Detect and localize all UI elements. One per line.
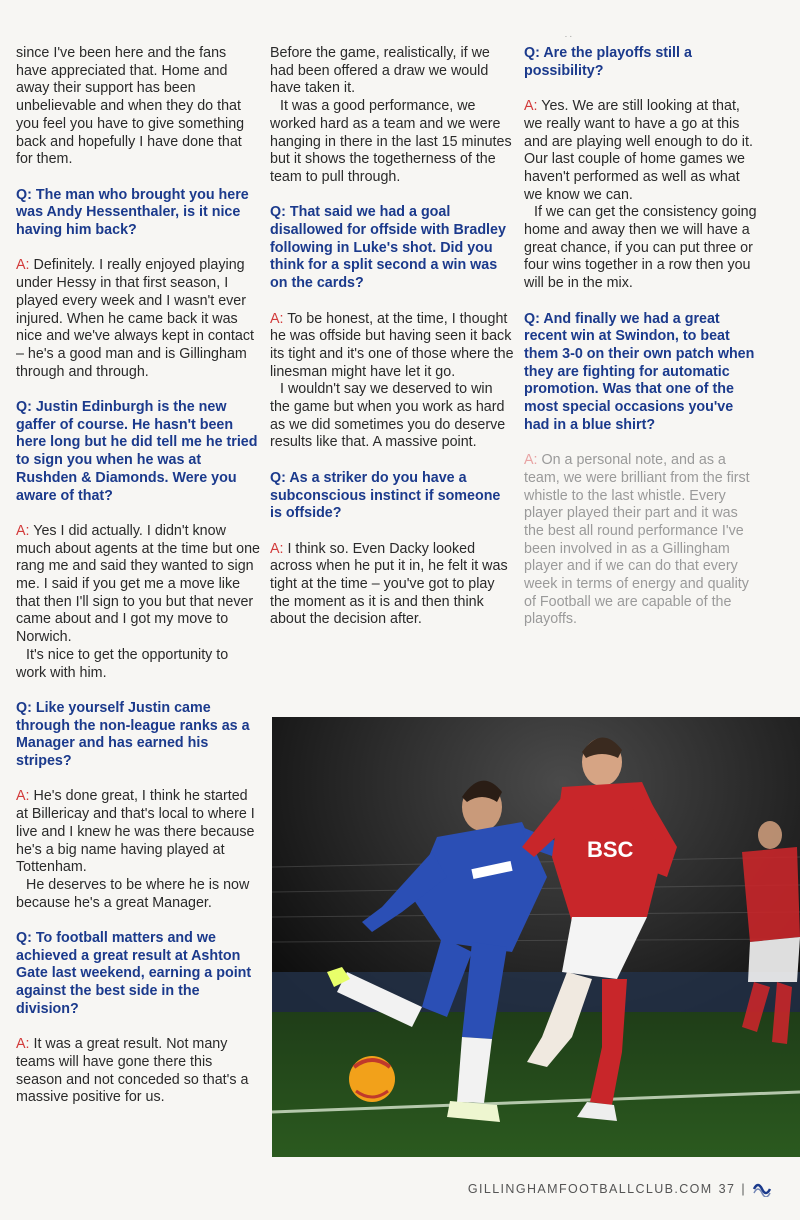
answer-text: Yes. We are still looking at that, we really want to have a go at this and are playing well enough to do it. Our last couple of home games we haven't performed as well as what we know we can. [524, 98, 753, 203]
text-column-3 [524, 45, 759, 647]
footer-site: GILLINGHAMFOOTBALLCLUB.COM [467, 1182, 713, 1196]
answer-text: Before the game, realistically, if we had been offered a draw we would have taken it. [270, 45, 490, 97]
question-text: Q: To football matters and we achieved a great result at Ashton Gate last weekend, earning a point against the best side in the division? [16, 930, 252, 1017]
question [16, 399, 260, 505]
question [16, 930, 260, 1019]
text-column-1 [16, 45, 260, 1125]
match-ball [349, 1056, 395, 1102]
answer-text: Yes I did actually. I didn't know much about agents at the time but one rang me and said they wanted to sign me. I said if you get me a move like that then I'll sign to you but that never came about and I got my move to Norwich. [16, 522, 261, 646]
answer [16, 45, 260, 169]
answer-text: I think so. Even Dacky looked across when he put it in, he felt it was tight at the time – you've got to play the moment as it is and then think about the decision after. [270, 540, 508, 628]
answer [16, 788, 260, 912]
footer-separator: | [741, 1182, 746, 1196]
answer-paragraph: It's nice to get the opportunity to work with him. [16, 646, 229, 681]
answer [16, 523, 260, 682]
answer-label: A: [16, 522, 30, 539]
question [524, 45, 759, 80]
answer [270, 541, 515, 630]
answer-paragraph: If we can get the consistency going home and away then we will have a great chance, if you can put three or four wins together in a row then you will be in the mix. [524, 204, 757, 292]
question-text: Q: That said we had a goal disallowed for offside with Bradley following in Luke's shot. Did you think for a split second a win was on the cards? [270, 204, 506, 292]
page-footer [468, 1181, 772, 1197]
question-text: Q: Are the playoffs still a possibility? [524, 45, 692, 79]
answer-text: On a personal note, and as a team, we were brilliant from the first whistle to the last whistle. Every player played their part and it was the best all round performance I've been involved in as a Gillingham player and if we can do that every week in terms of energy and quality of Football we are capable of the playoffs. [524, 452, 750, 628]
question-text: Q: As a striker do you have a subconscious instinct if someone is offside? [270, 469, 501, 522]
answer-paragraph: He deserves to be where he is now because he's a great Manager. [16, 876, 250, 911]
speck-mark: ˙ ˙ [565, 35, 573, 44]
question [16, 700, 260, 771]
question-text: Q: And finally we had a great recent win at Swindon, to beat them 3-0 on their own patch when they are fighting for automatic promotion. Was that one of the most special occasions you've had in a blue shirt? [524, 310, 755, 433]
answer-text: It was a great result. Not many teams will have gone there this season and not conceded so that's a massive positive for us. [16, 1036, 249, 1106]
question-text: Q: The man who brought you here was Andy Hessenthaler, is it nice having him back? [16, 186, 249, 239]
question [524, 311, 759, 435]
answer-label: A: [524, 452, 538, 469]
answer-label: A: [16, 1036, 30, 1053]
question [16, 187, 260, 240]
answer-label: A: [270, 540, 284, 557]
match-photo [272, 717, 800, 1157]
answer-text: To be honest, at the time, I thought he was offside but having seen it back its tight and it's one of those where the linesman might have let it go. [270, 310, 514, 380]
answer [270, 311, 515, 453]
sponsor-text: BSC [587, 837, 634, 862]
page-number: 37 [718, 1182, 736, 1196]
answer [16, 257, 260, 381]
answer-label: A: [16, 788, 30, 805]
text-column-2 [270, 45, 515, 647]
answer-text: Definitely. I really enjoyed playing under Hessy in that first season, I played every week and I wasn't ever injured. When he came back it was nice and we've always kept in contact – he's a good man and is Gillingham through and through. [16, 257, 254, 380]
question [270, 470, 515, 523]
answer-text: He's done great, I think he started at Billericay and that's local to where I live and I knew he was there because he's a big name having played at Tottenham. [16, 788, 255, 876]
answer-paragraph: I wouldn't say we deserved to win the game but when you work as hard as we did sometimes you do deserve results like that. A massive point. [270, 381, 506, 451]
answer-label: A: [270, 310, 284, 327]
answer-label: A: [524, 98, 538, 115]
answer [524, 98, 759, 293]
answer [270, 45, 515, 187]
answer [16, 1036, 260, 1107]
answer [524, 452, 759, 629]
question-text: Q: Like yourself Justin came through the non-league ranks as a Manager and has earned his stripes? [16, 699, 250, 770]
answer-text: since I've been here and the fans have appreciated that. Home and away their support has been unbelievable and when they do that you feel you have to give something back and hopefully I have done that for them. [16, 45, 245, 168]
question-text: Q: Justin Edinburgh is the new gaffer of course. He hasn't been here long but he did tell me he tried to sign you when he was at Rushden & Diamonds. Were you aware of that? [16, 399, 258, 504]
answer-paragraph: It was a good performance, we worked hard as a team and we were hanging in there in the last 15 minutes but it shows the togetherness of the team to pull through. [270, 98, 512, 185]
answer-label: A: [16, 257, 30, 274]
club-logo-icon [752, 1181, 772, 1197]
question [270, 204, 515, 293]
